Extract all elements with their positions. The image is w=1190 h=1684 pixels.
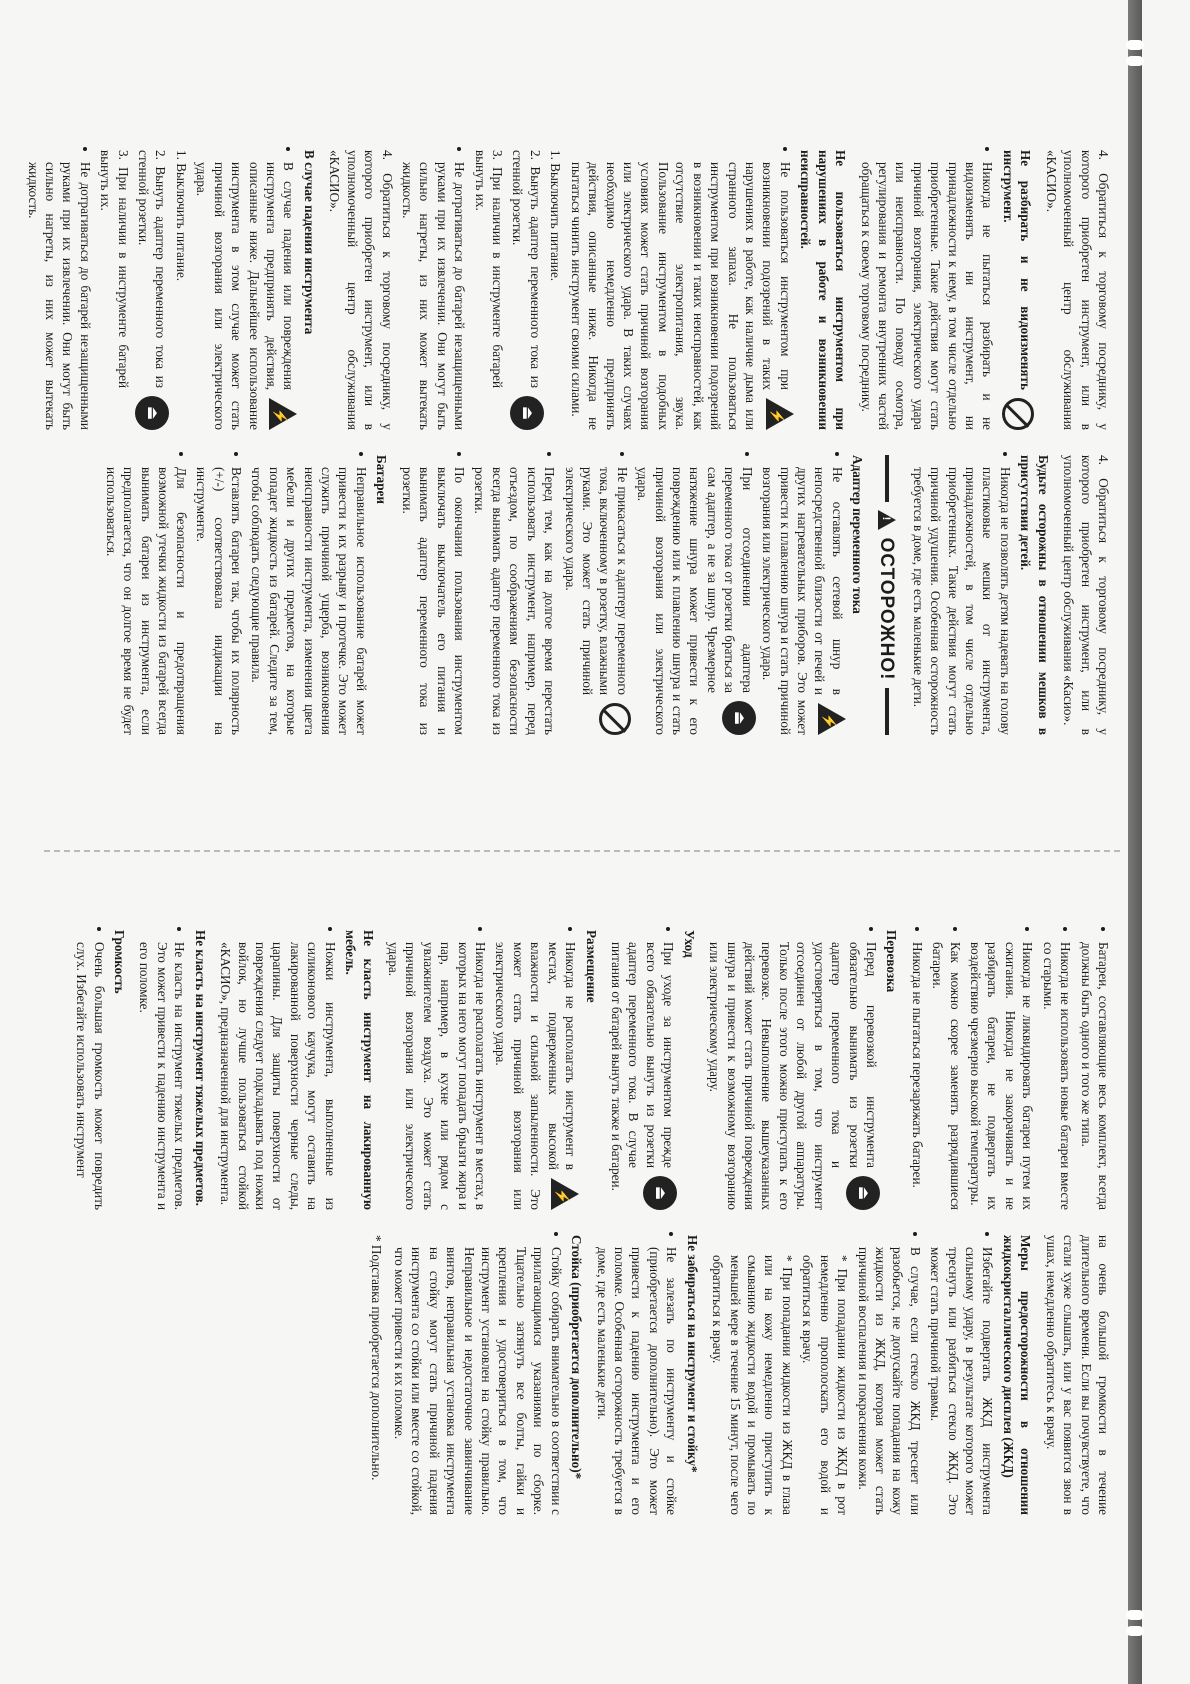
heading-children: Будьте осторожны в отношении мешков в присутствии детей.: [1018, 455, 1051, 735]
stand-text: • Стойку собирать внимательно в соответствии с прилагающимися указаниями по сборке. Тщательно затянуть все болты, гайки и крепления и удостовериться в том, что инструмент установлен на стойку правильно. Неправильное и недостаточное завинчивание винтов, неправильная установка инструмента на стойку могут стать причиной падения инструмента со стойки или вместе со стойкой, что может привести к их поломке.: [391, 1247, 565, 1515]
fall-step-2-text: 2. Вынуть адаптер переменного тока из стенной розетки.: [136, 150, 169, 388]
unplug-icon: • ⏏: [846, 1176, 880, 1210]
fall-text: [193, 162, 298, 430]
lcd-note-1: * При попадании жидкости из ЖКД в рот немедленно прополоскать его водой и обратиться к врачу.: [800, 1255, 851, 1516]
fall-step-2: [135, 150, 170, 430]
fall-step-3: 3. При наличии в инструменте батарей вынуть их.: [98, 150, 131, 388]
heading-malfunction: Не пользоваться инструментом при нарушениях в работе и возникновении неисправностей.: [798, 150, 849, 430]
left-col-1: [25, 150, 1112, 430]
left-panel: [25, 150, 1112, 740]
hands-warning: • Не дотрагиваться до батарей незащищенными руками при их извлечении. Они могут быть сильно нагреты, из них может вытекать жидкость.: [399, 162, 469, 430]
footnote: * Подставка приобретается дополнительно.: [368, 1235, 384, 1481]
heading-fall: В случае падения инструмента: [301, 150, 317, 335]
battery-recharge: • Никогда не пытаться перезаряжать батареи.: [908, 942, 925, 1210]
heading-batteries: Батареи: [374, 455, 390, 504]
adapter-bullet-3: [561, 467, 631, 735]
shock-warning-icon: [766, 398, 794, 430]
step-3: 3. При наличии в инструменте батарей вынуть их.: [472, 150, 506, 388]
right-panel: [52, 930, 1112, 1520]
battery-replace: • Как можно скорее заменять разрядившиеся батареи.: [929, 942, 964, 1210]
batteries-bullet-1: • Вставлять батареи так, чтобы их полярность (+/-) соответствовала индикации на инструменте.: [193, 467, 245, 735]
disassemble-text: • Никогда не пытаться разбирать и не видоизменять ни инструмент, ни принадлежности к нему, в том числе отдельно приобретенные. Такие действия могут стать причиной возгорания, электрического удара или неисправности. По поводу осмотра, регулирования и ремонта внутренних частей обращаться к своему торговому посреднику.: [857, 162, 996, 430]
step-4b: 4. Обратиться к торговому посреднику, у которого приобретен инструмент, или в уполномоченный центр обслуживания «КАСИО».: [327, 150, 395, 430]
right-col-1: [52, 930, 1112, 1210]
prohibited-icon: [1002, 398, 1034, 430]
battery-set: • Батареи, составляющие весь комплект, всегда должны быть одного и того же типа.: [1077, 942, 1112, 1210]
fold-line: [40, 850, 1120, 852]
heading-placement: Размещение: [583, 930, 599, 1003]
unplug-icon: • ⏏: [643, 1176, 677, 1210]
shock-warning-icon: [269, 398, 297, 430]
heading-heavy: Не класть на инструмент тяжелых предметов.: [192, 930, 208, 1206]
step-4: 4. Обратиться к торговому посреднику, у которого приобретен инструмент, или в уполномоченный центр обслуживания «КАСИО».: [1043, 150, 1111, 430]
care-body: При уходе за инструментом прежде всего обязательно вынуть из розетки адаптер переменного тока. В случае питания от батарей вынуть также и батареи.: [609, 942, 677, 1191]
adapter-bullet-1-text: Не оставлять сетевой шнур в непосредственной близости от печей и других нагревательных приборов. Это может привести к плавлению шнура и стать причиной возгорания или электрического удара.: [760, 467, 845, 735]
adapter-bullet-2-text: При отсоединении адаптера переменного тока от розетки браться за сам адаптер, а не за шнур. Чрезмерное натяжение шнура может привести к его повреждению или к плавлению шнура и стать причиной возгорания или электрического удара.: [635, 467, 755, 735]
step-4c: 4. Обратиться к торговому посреднику, у которого приобретен инструмент, или в уполномоченный центр обслуживания «Касио».: [1061, 455, 1111, 735]
malfunction-text: [567, 162, 793, 430]
adapter-bullet-1: [759, 467, 846, 735]
top-bar: [1128, 0, 1142, 1684]
children-text: • Никогда не позволять детям надевать на голову пластиковые мешки от инструмента, принадлежностей, в том числе отдельно приобретенных. Такие действия могут стать причиной удушения. Особенная осторожность требуется в доме, где есть маленькие дети.: [909, 467, 1014, 735]
lcd-note-2: * При попадании жидкости из ЖКД в глаза или на кожу немедленно приступить к смыванию жидкости водой и промывать по меньшей мере в течение 15 минут, после чего обратиться к врачу.: [710, 1255, 795, 1515]
heading-transport: Перевозка: [884, 930, 900, 993]
bar-notch: [1126, 56, 1144, 66]
adapter-bullet-2: [634, 467, 756, 735]
fall-hands-warning: • Не дотрагиваться до батарей незащищенными руками при их извлечении. Они могут быть сильно нагреты, из них может вытекать жидкость.: [24, 162, 94, 430]
banner-line: [885, 688, 889, 735]
lcd-note-1-text: При попадании жидкости из ЖКД в рот немедленно прополоскать его водой и обратиться к врачу.: [800, 1255, 851, 1516]
transport-text: [706, 942, 880, 1210]
shock-warning-icon: [551, 1178, 579, 1210]
unplug-icon: ⏏: [135, 396, 169, 430]
malfunction-body: Не пользоваться инструментом при возникновении подозрений в таких нарушениях в работе, как наличие дыма или странного запаха. Не пользоваться инструментом при возникновении подозрений в возникновении и таких неисправностей, как отсутствие электропитания, звука. Пользование инструментом в подобных условиях может стать причиной возгорания или электрического удара. В таких случаях необходимо немедленно предпринять действия, описанные ниже. Никогда не пытаться чинить инструмент своими силами.: [568, 162, 793, 430]
adapter-bullet-4: • Перед тем, как на долгое время перестать использовать инструмент, например, перед отъездом, по соображениям безопасности всегда вынимать адаптер переменного тока из розетки.: [471, 467, 558, 735]
bar-notch: [1126, 1626, 1144, 1636]
lcd-bullet-1: • Избегайте подвергать ЖКД инструмента сильному удару, в результате которого может треснуть или разбиться стекло ЖКД. Это может стать причиной травмы.: [927, 1247, 997, 1515]
warning-triangle-icon: [878, 510, 896, 530]
lacquer-text: • Ножки инструмента, выполненные из силиконового каучука, могут оставить на лакированной поверхности черные следы, царапины. Для защиты поверхности от повреждения следует подкладывать под ножки войлок, но лучше пользоваться стойкой «КАСИО», предназначенной для инструмента.: [217, 942, 339, 1210]
banner-line: [885, 455, 889, 502]
unplug-icon: • ⏏: [722, 701, 756, 735]
heavy-text: • Не класть на инструмент тяжелых предметов. Это может привести к падению инструмента и его поломке.: [136, 942, 188, 1210]
heading-text: Не разбирать и не видоизменять инструмент.: [1000, 150, 1034, 390]
step-2: [509, 150, 544, 430]
volume-continued: на очень большой громкости в течение длительного времени. Если вы почувствуете, что стали хуже слышать, или у вас появится звон в ушах, немедленно обратитесь к врачу.: [1043, 1235, 1111, 1515]
care-text: [608, 942, 678, 1210]
heading-disassemble: [999, 150, 1034, 430]
lcd-note-2-text: При попадании жидкости из ЖКД в глаза или на кожу немедленно приступить к смыванию жидкости водой и промывать по меньшей мере в течение 15 минут, после чего обратиться к врачу.: [710, 1255, 795, 1515]
caution-label: ОСТОРОЖНО!: [876, 537, 898, 681]
unplug-icon: ⏏: [510, 396, 544, 430]
right-col-2: [52, 1235, 1112, 1515]
transport-body: Перед перевозкой инструмента обязательно вынимать из розетки адаптер переменного тока и удостоверяться в том, что инструмент отсоединен от любой другой аппаратуры. Только после этого можно приступать к его перевозке. Невыполнение вышеуказанных действий может стать причиной повреждения шнура и привести к возможному возгоранию или электрическому удару.: [707, 942, 879, 1210]
adapter-bullet-5: • По окончании пользования инструментом выключать выключатель его питания и вынимать адаптер переменного тока из розетки.: [398, 467, 468, 735]
batteries-bullet-2: • Для безопасности и предотвращения возможной утечки жидкости из батарей всегда вынимать батареи из инструмента, если предполагается, что он долгое время не будет использоваться.: [103, 467, 190, 735]
bar-notch: [1126, 1610, 1144, 1620]
placement-bullet-1-text: Никогда не располагать инструмент в местах, подверженных высокой влажности и сильной запыленности. Это может стать причиной возгорания или электрического удара.: [493, 942, 579, 1210]
heading-lcd: Меры предосторожности в отношении жидкокристаллического дисплея (ЖКД): [1000, 1235, 1034, 1515]
step-2-text: 2. Вынуть адаптер переменного тока из стенной розетки.: [510, 150, 543, 388]
batteries-text: • Неправильное использование батарей может привести к их разрыву и протечке. Это может служить причиной ущерба, возникновения неисправности инструмента, изменения цвета мебели и других предметов, на которые попадет жидкость из батарей. Следите за тем, чтобы соблюдать следующие правила.: [248, 467, 370, 735]
left-col-2: [52, 455, 1112, 735]
placement-bullet-2: • Никогда не располагать инструмент в местах, в которых на него могут попадать брызги жира и пар, например, в кухне или рядом с увлажнителем воздуха. Это может стать причиной возгорания или электрического удара.: [385, 942, 490, 1210]
fall-body: В случае падения или повреждения инструмента предпринять действия, описанные ниже. Дальнейшее использование инструмента в этом случае может стать причиной возгорания или электрического удара.: [194, 162, 297, 430]
heading-lacquer: Не класть инструмент на лакированную мебель.: [343, 930, 376, 1210]
fall-step-1: 1. Выключить питание.: [173, 150, 189, 282]
heading-care: Уход: [681, 930, 697, 958]
heading-climb: Не забираться на инструмент и стойку*: [684, 1235, 700, 1473]
wet-hands-prohibited-icon: [599, 703, 631, 735]
heading-adapter: Адаптер переменного тока: [850, 455, 866, 614]
battery-fire: • Никогда не ликвидировать батареи путем их сжигания. Никогда не закорачивать и не разбирать батареи, не подвергать их воздействию чрезмерно высокой температуры.: [967, 942, 1037, 1210]
lcd-bullet-2: • В случае, если стекло ЖКД треснет или разобьется, не допускайте попадания на кожу жидкости из ЖКД, которая может стать причиной воспаления и покраснения кожи.: [854, 1247, 924, 1515]
battery-mix: • Никогда не использовать новые батареи вместе со старыми.: [1039, 942, 1074, 1210]
step-1: 1. Выключить питание.: [548, 150, 564, 282]
caution-banner: [874, 455, 899, 735]
heading-stand: Стойка (приобретается дополнительно)*: [569, 1235, 585, 1480]
climb-text: • Не залезать по инструменту и стойке (приобретается дополнительно). Это может привести к падению инструмента и его поломке. Особенная осторожность требуется в доме, где есть маленькие дети.: [593, 1247, 680, 1515]
volume-text: • Очень большая громкость может повредить слух. Избегайте использовать инструмент: [73, 942, 108, 1210]
bar-notch: [1126, 40, 1144, 50]
shock-warning-icon: [818, 703, 846, 735]
adapter-bullet-3-text: Не прикасаться к адаптеру переменного тока, включенному в розетку, влажными руками. Это может стать причиной электрического удара.: [562, 467, 630, 695]
heading-volume: Громкость: [112, 930, 128, 994]
placement-bullet-1: [492, 942, 579, 1210]
